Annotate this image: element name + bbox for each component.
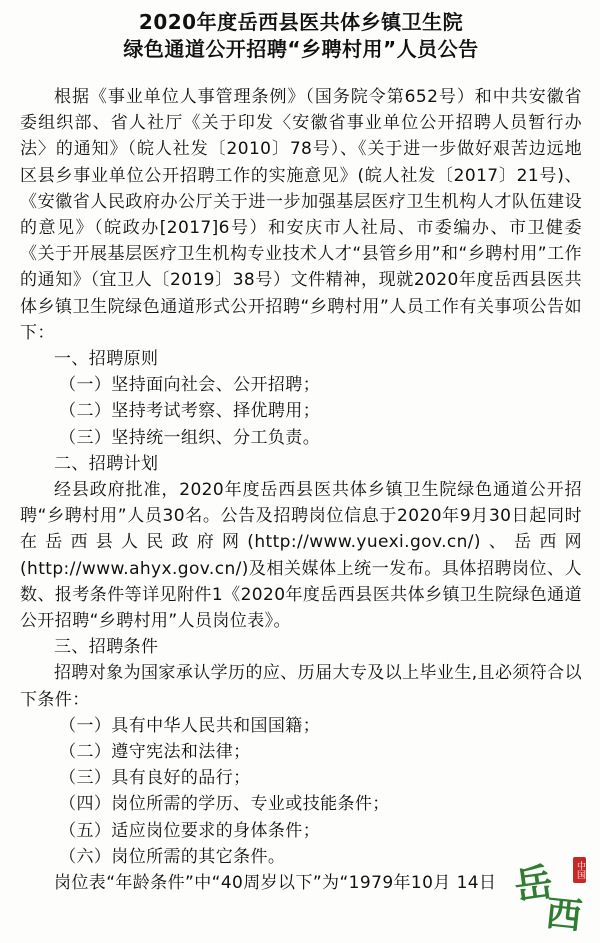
title-spacer: [20, 63, 582, 84]
logo-char-yue: 岳: [511, 858, 556, 909]
section-2-paragraph: 经县政府批准，2020年度岳西县医共体乡镇卫生院绿色通道公开招聘“乡聘村用”人员30名。公告及招聘岗位信息于2020年9月30日起同时在岳西县人民政府网(http://www.yuexi.gov.cn/)、岳西网(http://www.ahyx.gov.cn/)及相关媒体上统一发布。具体招聘岗位、人数、报考条件等详见附件1《2020年度岳西县医共体乡镇卫生院绿色通道公开招聘“乡聘村用”人员岗位表》。: [20, 480, 582, 632]
section-2-heading: 二、招聘计划: [54, 453, 159, 474]
section-3-item: （二）遵守宪法和法律；: [59, 742, 251, 763]
section-1-item: （三）坚持统一组织、分工负责。: [59, 427, 321, 448]
last-line-paragraph: 岗位表“年龄条件”中“40周岁以下”为“1979年10月 14日: [54, 873, 497, 894]
logo-char-xi: 西: [543, 892, 584, 938]
yuexi-logo-watermark: [510, 853, 592, 938]
section-3-item: （一）具有中华人民共和国国籍；: [59, 715, 321, 736]
title-line-1: 2020年度岳西县医共体乡镇卫生院: [138, 10, 464, 34]
intro-paragraph: 根据《事业单位人事管理条例》（国务院令第652号）和中共安徽省委组织部、省人社厅《关于印发〈安徽省事业单位公开招聘人员暂行办法〉的通知》（皖人社发〔2010〕78号）、《关于进一步做好艰苦边远地区县乡事业单位公开招聘工作的实施意见》(皖人社发〔2017〕21号)、《安徽省人民政府办公厅关于进一步加强基层医疗卫生机构人才队伍建设的意见》（皖政办[2017]6号）和安庆市人社局、市委编办、市卫健委《关于开展基层医疗卫生机构专业技术人才“县管乡用”和“乡聘村用”工作的通知》（宜卫人〔2019〕38号）文件精神，现就2020年度岳西县医共体乡镇卫生院绿色通道形式公开招聘“乡聘村用”人员工作有关事项公告如下：: [20, 87, 582, 343]
section-3-paragraph: 招聘对象为国家承认学历的应、历届大专及以上毕业生,且必须符合以下条件：: [20, 663, 582, 710]
section-1-item: （二）坚持考试考察、择优聘用；: [59, 401, 321, 422]
section-3-item: （三）具有良好的品行；: [59, 768, 251, 789]
china-stamp-icon: 中国: [573, 857, 586, 883]
section-3-item: （六）岗位所需的其它条件。: [59, 846, 286, 867]
title-line-2: 绿色通道公开招聘“乡聘村用”人员公告: [123, 37, 479, 61]
section-3-heading: 三、招聘条件: [54, 637, 159, 658]
section-1-heading: 一、招聘原则: [54, 349, 159, 370]
section-1-item: （一）坚持面向社会、公开招聘；: [59, 375, 321, 396]
section-3-item: （四）岗位所需的学历、专业或技能条件；: [59, 794, 390, 815]
section-3-item: （五）适应岗位要求的身体条件；: [59, 820, 321, 841]
